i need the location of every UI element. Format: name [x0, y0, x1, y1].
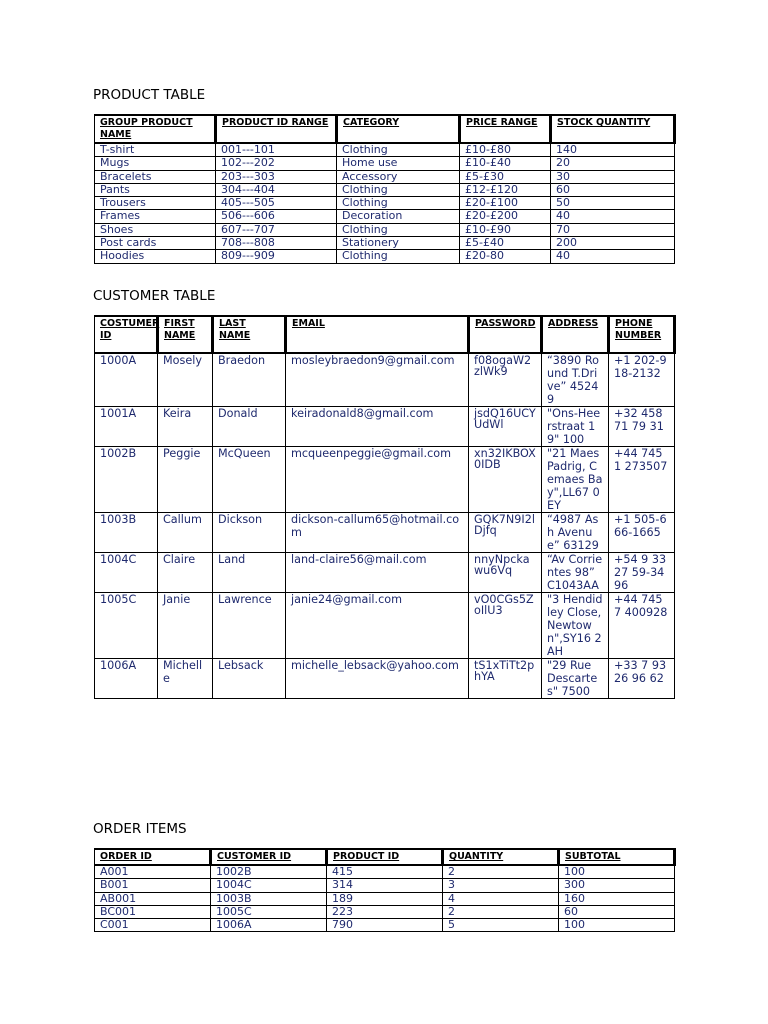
table-row	[95, 170, 675, 183]
order-cell-subtotal: 100	[559, 919, 675, 932]
customer-cell-id: 1001A	[95, 407, 158, 447]
customer-cell-first-name: Mosely	[158, 353, 213, 407]
product-cell-price-range: £10-£40	[460, 157, 551, 170]
customer-cell-phone: +44 7451 273507	[609, 447, 675, 513]
order-header-order-id: ORDER ID	[95, 849, 211, 865]
order-cell-subtotal: 60	[559, 905, 675, 918]
table-row	[95, 659, 675, 699]
order-cell-quantity: 4	[443, 892, 559, 905]
product-cell-stock-quantity: 50	[551, 197, 675, 210]
product-cell-group-name: Shoes	[95, 223, 216, 236]
product-cell-stock-quantity: 140	[551, 143, 675, 157]
customer-table	[94, 315, 676, 699]
customer-cell-last-name: Braedon	[213, 353, 286, 407]
table-row	[95, 197, 675, 210]
product-header-row	[95, 115, 675, 143]
customer-cell-password: nnyNpckawu6Vq	[469, 553, 542, 593]
product-cell-id-range: 506---606	[216, 210, 337, 223]
table-row	[95, 553, 675, 593]
order-cell-customer-id: 1003B	[211, 892, 327, 905]
order-cell-customer-id: 1006A	[211, 919, 327, 932]
product-cell-id-range: 102---202	[216, 157, 337, 170]
customer-cell-last-name: Dickson	[213, 513, 286, 553]
customer-header-email: EMAIL	[286, 316, 469, 353]
customer-cell-address: “Av Corrientes 98” C1043AA	[542, 553, 609, 593]
product-cell-group-name: Trousers	[95, 197, 216, 210]
table-row	[95, 905, 675, 918]
customer-cell-email: mcqueenpeggie@gmail.com	[286, 447, 469, 513]
order-cell-order-id: A001	[95, 865, 211, 879]
product-cell-group-name: Mugs	[95, 157, 216, 170]
product-cell-id-range: 405---505	[216, 197, 337, 210]
customer-cell-address: “3890 Round T.Drive” 45249	[542, 353, 609, 407]
product-cell-price-range: £12-£120	[460, 183, 551, 196]
table-row	[95, 353, 675, 407]
customer-cell-password: f08ogaW2zlWk9	[469, 353, 542, 407]
customer-cell-phone: +1 505-666-1665	[609, 513, 675, 553]
customer-cell-password: GQK7N9I2lDjfq	[469, 513, 542, 553]
customer-cell-id: 1006A	[95, 659, 158, 699]
order-items-title: ORDER ITEMS	[93, 821, 187, 837]
customer-header-row	[95, 316, 675, 353]
customer-cell-email: dickson-callum65@hotmail.com	[286, 513, 469, 553]
product-cell-id-range: 607---707	[216, 223, 337, 236]
customer-cell-last-name: Lawrence	[213, 593, 286, 659]
customer-cell-id: 1000A	[95, 353, 158, 407]
product-cell-price-range: £5-£40	[460, 237, 551, 250]
product-cell-id-range: 708---808	[216, 237, 337, 250]
order-cell-quantity: 2	[443, 905, 559, 918]
product-cell-id-range: 203---303	[216, 170, 337, 183]
table-row	[95, 143, 675, 157]
product-cell-category: Clothing	[337, 183, 460, 196]
product-cell-id-range: 304---404	[216, 183, 337, 196]
customer-cell-id: 1003B	[95, 513, 158, 553]
table-row	[95, 407, 675, 447]
customer-cell-address: "3 Hendidley Close, Newtown",SY16 2AH	[542, 593, 609, 659]
customer-cell-last-name: Land	[213, 553, 286, 593]
table-row	[95, 250, 675, 263]
table-row	[95, 593, 675, 659]
product-cell-category: Accessory	[337, 170, 460, 183]
customer-cell-email: land-claire56@mail.com	[286, 553, 469, 593]
customer-cell-last-name: McQueen	[213, 447, 286, 513]
customer-header-last-name: LAST NAME	[213, 316, 286, 353]
order-cell-quantity: 3	[443, 879, 559, 892]
customer-cell-id: 1005C	[95, 593, 158, 659]
product-cell-price-range: £20-£200	[460, 210, 551, 223]
customer-header-id: COSTUMER ID	[95, 316, 158, 353]
order-cell-order-id: B001	[95, 879, 211, 892]
order-cell-product-id: 223	[327, 905, 443, 918]
table-row	[95, 237, 675, 250]
product-cell-category: Clothing	[337, 223, 460, 236]
product-cell-stock-quantity: 40	[551, 210, 675, 223]
product-header-category: CATEGORY	[337, 115, 460, 143]
table-row	[95, 919, 675, 932]
customer-cell-email: mosleybraedon9@gmail.com	[286, 353, 469, 407]
product-cell-category: Clothing	[337, 250, 460, 263]
table-row	[95, 513, 675, 553]
table-row	[95, 210, 675, 223]
product-cell-id-range: 809---909	[216, 250, 337, 263]
order-cell-product-id: 790	[327, 919, 443, 932]
product-table-title: PRODUCT TABLE	[93, 87, 206, 103]
table-row	[95, 447, 675, 513]
customer-cell-phone: +33 7 93 26 96 62	[609, 659, 675, 699]
customer-cell-phone: +1 202-918-2132	[609, 353, 675, 407]
customer-cell-id: 1002B	[95, 447, 158, 513]
order-cell-subtotal: 100	[559, 865, 675, 879]
customer-cell-email: keiradonald8@gmail.com	[286, 407, 469, 447]
product-cell-category: Home use	[337, 157, 460, 170]
customer-header-phone: PHONE NUMBER	[609, 316, 675, 353]
order-items-table	[94, 848, 676, 932]
product-cell-group-name: Frames	[95, 210, 216, 223]
customer-cell-password: tS1xTiTt2phYA	[469, 659, 542, 699]
product-header-group-name: GROUP PRODUCT NAME	[95, 115, 216, 143]
customer-cell-email: janie24@gmail.com	[286, 593, 469, 659]
customer-cell-password: xn32IKBOX0IDB	[469, 447, 542, 513]
product-cell-category: Stationery	[337, 237, 460, 250]
product-cell-id-range: 001---101	[216, 143, 337, 157]
product-cell-price-range: £20-80	[460, 250, 551, 263]
product-cell-stock-quantity: 30	[551, 170, 675, 183]
customer-cell-last-name: Donald	[213, 407, 286, 447]
table-row	[95, 157, 675, 170]
customer-cell-first-name: Janie	[158, 593, 213, 659]
table-row	[95, 223, 675, 236]
customer-header-first-name: FIRST NAME	[158, 316, 213, 353]
order-cell-subtotal: 160	[559, 892, 675, 905]
customer-table-title: CUSTOMER TABLE	[93, 288, 216, 304]
order-cell-quantity: 2	[443, 865, 559, 879]
order-cell-quantity: 5	[443, 919, 559, 932]
order-cell-subtotal: 300	[559, 879, 675, 892]
customer-cell-first-name: Callum	[158, 513, 213, 553]
customer-cell-password: vO0CGs5ZoIlU3	[469, 593, 542, 659]
order-header-product-id: PRODUCT ID	[327, 849, 443, 865]
product-cell-category: Decoration	[337, 210, 460, 223]
customer-cell-phone: +54 9 3327 59-3496	[609, 553, 675, 593]
product-cell-price-range: £20-£100	[460, 197, 551, 210]
order-cell-order-id: AB001	[95, 892, 211, 905]
customer-header-password: PASSWORD	[469, 316, 542, 353]
product-cell-stock-quantity: 20	[551, 157, 675, 170]
customer-cell-address: "Ons-Heerstraat 19" 100	[542, 407, 609, 447]
customer-cell-first-name: Keira	[158, 407, 213, 447]
product-cell-group-name: T-shirt	[95, 143, 216, 157]
customer-cell-password: jsdQ16UCYUdWl	[469, 407, 542, 447]
table-row	[95, 892, 675, 905]
product-cell-stock-quantity: 40	[551, 250, 675, 263]
order-cell-product-id: 314	[327, 879, 443, 892]
product-cell-group-name: Bracelets	[95, 170, 216, 183]
customer-cell-first-name: Peggie	[158, 447, 213, 513]
product-cell-group-name: Pants	[95, 183, 216, 196]
table-row	[95, 183, 675, 196]
product-cell-price-range: £10-£90	[460, 223, 551, 236]
customer-cell-id: 1004C	[95, 553, 158, 593]
product-cell-stock-quantity: 200	[551, 237, 675, 250]
customer-cell-first-name: Claire	[158, 553, 213, 593]
order-cell-customer-id: 1002B	[211, 865, 327, 879]
order-cell-customer-id: 1004C	[211, 879, 327, 892]
customer-cell-last-name: Lebsack	[213, 659, 286, 699]
product-cell-group-name: Hoodies	[95, 250, 216, 263]
customer-cell-address: “4987 Ash Avenue” 63129	[542, 513, 609, 553]
order-header-quantity: QUANTITY	[443, 849, 559, 865]
order-cell-customer-id: 1005C	[211, 905, 327, 918]
product-cell-stock-quantity: 60	[551, 183, 675, 196]
order-cell-order-id: C001	[95, 919, 211, 932]
product-cell-category: Clothing	[337, 197, 460, 210]
customer-cell-email: michelle_lebsack@yahoo.com	[286, 659, 469, 699]
product-cell-group-name: Post cards	[95, 237, 216, 250]
order-header-row	[95, 849, 675, 865]
customer-cell-address: "29 Rue Descartes" 7500	[542, 659, 609, 699]
product-cell-price-range: £10-£80	[460, 143, 551, 157]
order-cell-product-id: 189	[327, 892, 443, 905]
product-table	[94, 114, 676, 264]
order-cell-order-id: BC001	[95, 905, 211, 918]
order-header-customer-id: CUSTOMER ID	[211, 849, 327, 865]
product-header-price-range: PRICE RANGE	[460, 115, 551, 143]
customer-cell-address: "21 Maes Padrig, Cemaes Bay",LL67 0EY	[542, 447, 609, 513]
product-cell-stock-quantity: 70	[551, 223, 675, 236]
customer-header-address: ADDRESS	[542, 316, 609, 353]
product-cell-category: Clothing	[337, 143, 460, 157]
product-cell-price-range: £5-£30	[460, 170, 551, 183]
customer-cell-first-name: Michelle	[158, 659, 213, 699]
table-row	[95, 879, 675, 892]
customer-cell-phone: +32 458 71 79 31	[609, 407, 675, 447]
product-header-id-range: PRODUCT ID RANGE	[216, 115, 337, 143]
order-cell-product-id: 415	[327, 865, 443, 879]
table-row	[95, 865, 675, 879]
order-header-subtotal: SUBTOTAL	[559, 849, 675, 865]
customer-cell-phone: +44 7457 400928	[609, 593, 675, 659]
product-header-stock-quantity: STOCK QUANTITY	[551, 115, 675, 143]
